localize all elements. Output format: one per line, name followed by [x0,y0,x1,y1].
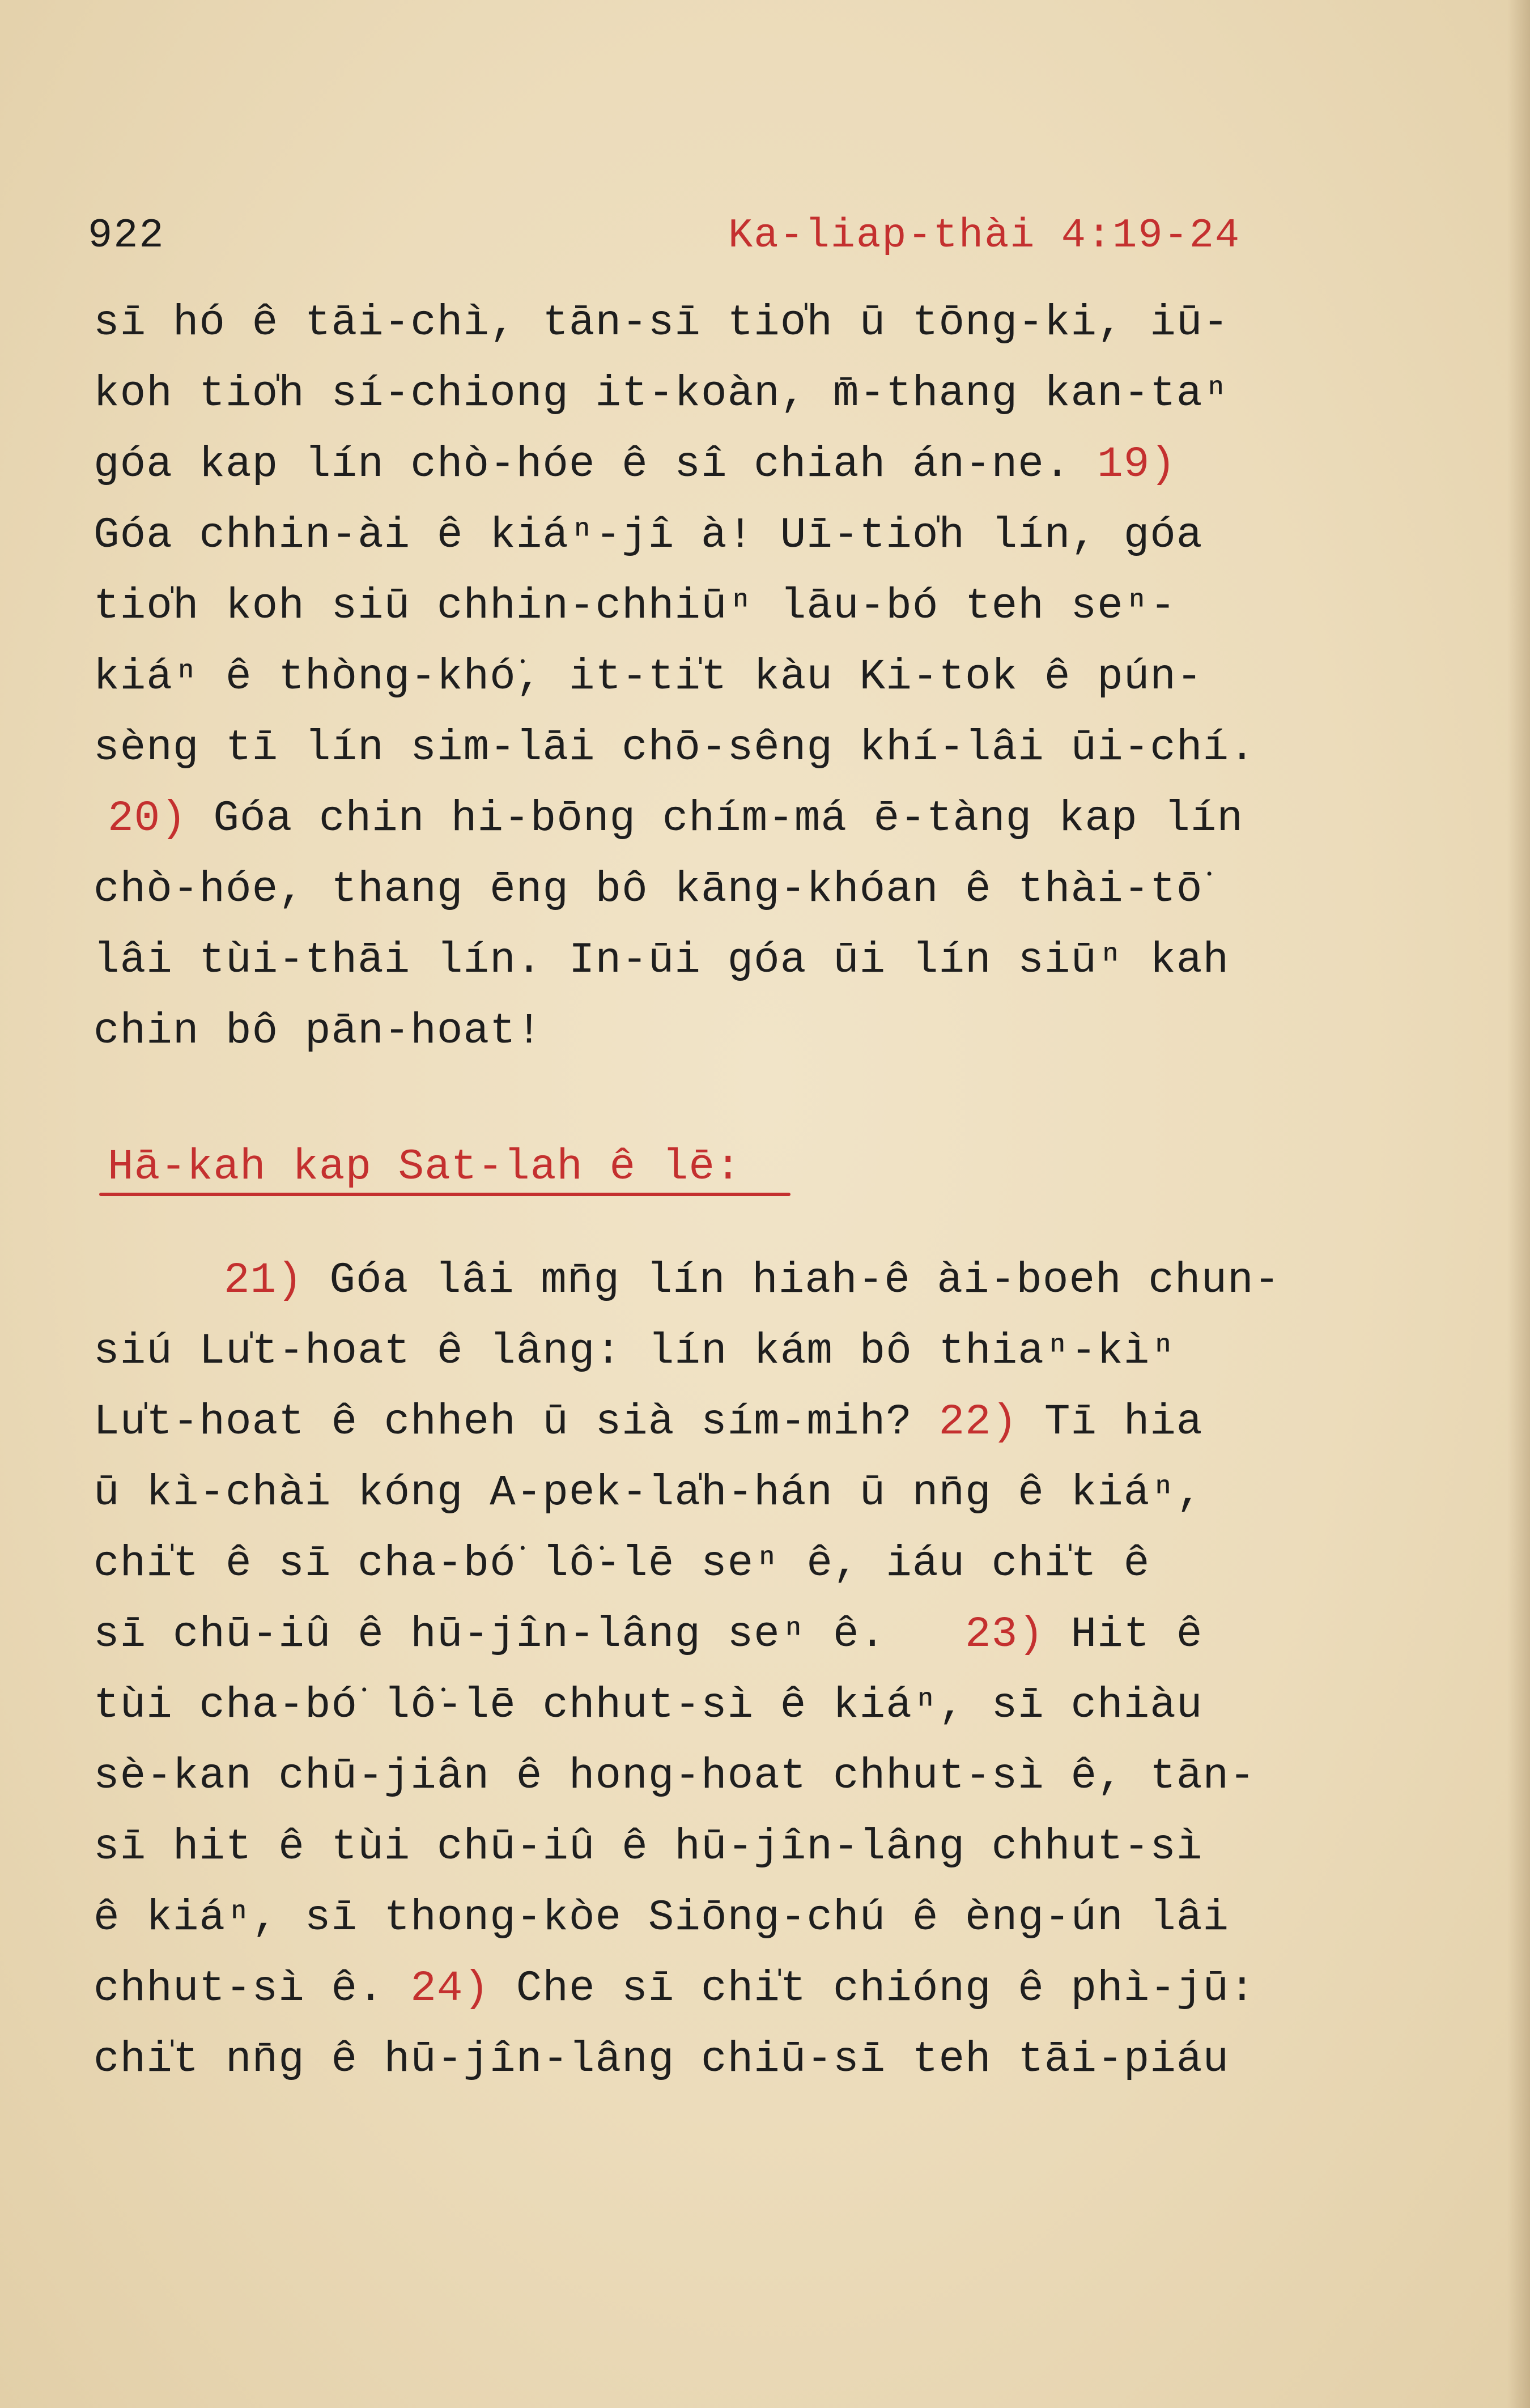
text-line: kiáⁿ ê thòng-khó͘, it-ti̍t kàu Ki-tok ê pún- [94,653,1203,701]
text-line: ū kì-chài kóng A-pek-la̍h-hán ū nn̄g ê kiáⁿ, [94,1469,1203,1517]
text-line [94,436,1176,493]
verse-number: 21) [224,1256,303,1305]
text-span: Che sī chi̍t chióng ê phì-jū: [490,1964,1256,2013]
text-line [94,1606,1203,1663]
text-line: chò-hóe, thang ēng bô kāng-khóan ê thài-tō͘ [94,865,1203,914]
text-line: sèng tī lín sim-lāi chō-sêng khí-lâi ūi-chí. [94,724,1256,772]
text-line: sī hit ê tùi chū-iû ê hū-jîn-lâng chhut-sì [94,1823,1203,1871]
verse-number: 23) [965,1610,1044,1659]
text-span: Hit ê [1044,1610,1203,1659]
text-line: lâi tùi-thāi lín. In-ūi góa ūi lín siūⁿ kah [94,936,1230,985]
verse-number: 19) [1097,440,1176,489]
text-line: sī hó ê tāi-chì, tān-sī tio̍h ū tōng-ki, iū- [94,299,1230,347]
verse-number: 20) [108,794,187,843]
text-span: góa kap lín chò-hóe ê sî chiah án-ne. [94,440,1098,489]
page-edge-shadow [1507,0,1530,2408]
text-span: sī chū-iû ê hū-jîn-lâng seⁿ ê. [94,1610,966,1659]
text-line: tio̍h koh siū chhin-chhiūⁿ lāu-bó teh seⁿ- [94,582,1176,631]
page-number: 922 [88,212,165,259]
text-line: tùi cha-bó͘ lô͘-lē chhut-sì ê kiáⁿ, sī chiàu [94,1681,1203,1730]
text-span: chhut-sì ê. [94,1964,411,2013]
text-line [94,1960,1256,2017]
running-head: Ka-liap-thài 4:19-24 [728,212,1241,259]
text-line [108,790,1243,847]
heading-underline [99,1193,790,1196]
text-line: chi̍t nn̄g ê hū-jîn-lâng chiū-sī teh tāi-piáu [94,2035,1230,2084]
text-line: Góa chhin-ài ê kiáⁿ-jî à! Uī-tio̍h lín, góa [94,511,1203,560]
text-span: Góa lâi mn̄g lín hiah-ê ài-boeh chun- [303,1256,1281,1305]
verse-number: 22) [938,1398,1018,1446]
text-line [224,1252,1280,1309]
text-span: Góa chin hi-bōng chím-má ē-tàng kap lín [186,794,1244,843]
page-header [0,212,1530,263]
text-line: koh tio̍h sí-chiong it-koàn, m̄-thang kan-taⁿ [94,369,1230,418]
text-line: ê kiáⁿ, sī thong-kòe Siōng-chú ê èng-ún lâi [94,1894,1230,1942]
text-span: Lu̍t-hoat ê chheh ū sià sím-mih? [94,1398,939,1446]
text-line: siú Lu̍t-hoat ê lâng: lín kám bô thiaⁿ-kìⁿ [94,1327,1176,1376]
text-line: sè-kan chū-jiân ê hong-hoat chhut-sì ê, tān- [94,1752,1256,1801]
text-line: chi̍t ê sī cha-bó͘ lô͘-lē seⁿ ê, iáu chi̍t ê [94,1539,1150,1588]
verse-number: 24) [410,1964,490,2013]
section-heading: Hā-kah kap Sat-lah ê lē: [108,1143,742,1192]
text-line [94,1394,1203,1450]
text-span: Tī hia [1018,1398,1203,1446]
text-line: chin bô pān-hoat! [94,1007,543,1056]
